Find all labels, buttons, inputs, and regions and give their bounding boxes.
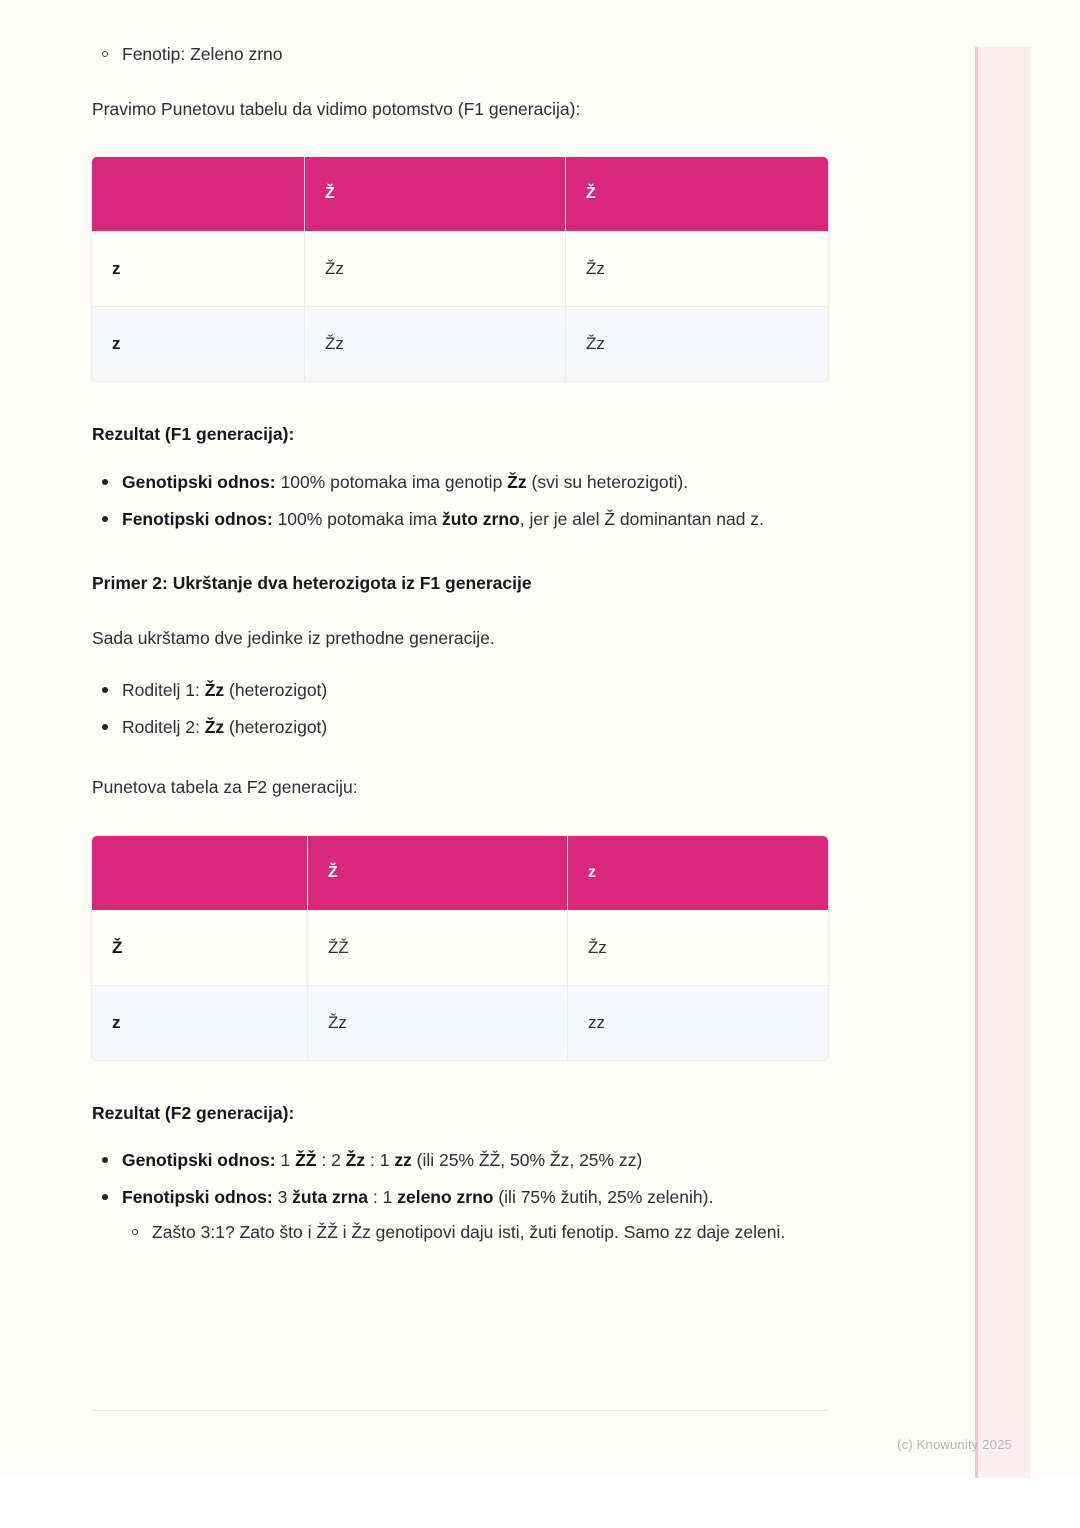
table-row [92,985,828,1060]
table-row-header: z [92,985,308,1060]
table-row-header: Ž [92,910,308,985]
disc-bullet-icon [102,724,108,730]
table-cell: ŽŽ [308,910,568,985]
list-item [92,1183,828,1246]
table-header-row [92,836,828,910]
disc-bullet-icon [102,1157,108,1163]
circle-bullet-icon [132,1229,138,1235]
page-edge-rule [975,47,978,1478]
result-f2-list [92,1146,828,1246]
table-cell: zz [568,985,828,1060]
result-f2-sublist [122,1218,828,1246]
table-header-cell-2: z [568,836,828,910]
spacer [92,802,828,836]
result-f1-list [92,468,828,534]
section-divider [92,1410,828,1411]
list-item-label: Fenotip: Zeleno zrno [122,44,283,64]
punnett-table-f2 [92,836,828,1060]
list-item-emphasis: ŽŽ [295,1149,317,1170]
spacer [92,750,828,774]
spacer [92,448,828,468]
paragraph-punnett-intro: Pravimo Punetovu tabelu da vidimo potomstvo (F1 generacija): [92,99,581,120]
page-edge-band [975,47,1030,1478]
heading-rezultat-f1: Rezultat (F1 generacija): [92,424,295,445]
table-cell: Žz [308,985,568,1060]
list-item-label: Fenotipski odnos: [122,1187,273,1208]
list-item-emphasis: Žz [204,679,225,700]
disc-bullet-icon [102,687,108,693]
list-item-text: : 1 [365,1149,395,1170]
table-row [92,910,828,985]
list-item-text-tail: (ili 75% žutih, 25% zelenih). [493,1187,714,1208]
table-cell: Žz [305,306,566,381]
list-item-text: 100% potomaka ima [272,509,442,530]
list-item-emphasis: Žz [507,471,527,492]
list-item-text: Roditelj 1: [122,679,205,700]
spacer [92,123,828,157]
list-item [92,713,828,741]
punnett-table-f1 [92,157,828,381]
heading-rezultat-f2: Rezultat (F2 generacija): [92,1102,295,1123]
list-item-text-tail: (svi su heterozigoti). [526,471,689,492]
list-item-label: Zašto 3:1? Zato što i ŽŽ i Žz genotipovi daju isti, žuti fenotip. Samo zz daje zeleni. [152,1221,786,1242]
list-item-text: : 1 [368,1187,398,1208]
list-item [122,1218,828,1246]
list-item-text: : 2 [316,1149,346,1170]
list-item-text-tail: (heterozigot) [224,717,328,738]
paragraph-primer-2: Sada ukrštamo dve jedinke iz prethodne generacije. [92,627,495,648]
spacer [92,1126,828,1146]
list-item-emphasis: Žz [345,1149,366,1170]
list-item-fenotip [92,40,828,68]
table-cell: Žz [305,231,566,306]
table-header-cell-corner [92,836,308,910]
list-item-emphasis: žuto zrno [441,509,520,530]
table-row-header: z [92,231,305,306]
table-header-cell-corner [92,157,305,231]
list-item-emphasis: zeleno zrno [397,1187,494,1208]
list-item [92,468,828,496]
list-item-text: 1 [275,1149,296,1170]
spacer [92,68,828,96]
list-item-emphasis: Žz [204,717,225,738]
table-row-header: z [92,306,305,381]
list-item-text: 3 [272,1187,293,1208]
list-item-label: Genotipski odnos: [122,1149,276,1170]
list-item-text-tail: (ili 25% ŽŽ, 50% Žz, 25% zz) [411,1149,643,1170]
list-item [92,505,828,533]
spacer [92,652,828,676]
list-item [92,1146,828,1174]
table-header-cell-1: Ž [305,157,566,231]
list-item-label: Fenotipski odnos: [122,509,273,530]
spacer [92,0,828,40]
spacer [92,597,828,625]
heading-primer-2: Primer 2: Ukrštanje dva heterozigota iz F1 generacije [92,573,532,594]
list-item-emphasis: zz [394,1149,412,1170]
table-header-cell-1: Ž [308,836,568,910]
list-item-text-tail: (heterozigot) [224,679,328,700]
table-cell: Žz [568,910,828,985]
list-item-label: Genotipski odnos: [122,471,276,492]
spacer [92,381,828,421]
document-content [92,0,828,1255]
table-cell: Žz [566,231,828,306]
disc-bullet-icon [102,1194,108,1200]
disc-bullet-icon [102,479,108,485]
circle-bullet-icon [102,51,108,57]
list-item-text-tail: , jer je alel Ž dominantan nad z. [519,509,764,530]
list-item-text: 100% potomaka ima genotip [275,471,508,492]
table-cell: Žz [566,306,828,381]
footer-credit: (c) Knowunity 2025 [897,1437,1012,1452]
list-item-text: Roditelj 2: [122,717,205,738]
table-header-cell-2: Ž [566,157,828,231]
table-header-row [92,157,828,231]
paragraph-punnett-f2-caption: Punetova tabela za F2 generaciju: [92,777,358,798]
spacer [92,1060,828,1100]
list-item [92,676,828,704]
table-row [92,231,828,306]
spacer [92,542,828,570]
table-row [92,306,828,381]
disc-bullet-icon [102,516,108,522]
list-item-emphasis: žuta zrna [292,1187,369,1208]
parents-list [92,676,828,742]
